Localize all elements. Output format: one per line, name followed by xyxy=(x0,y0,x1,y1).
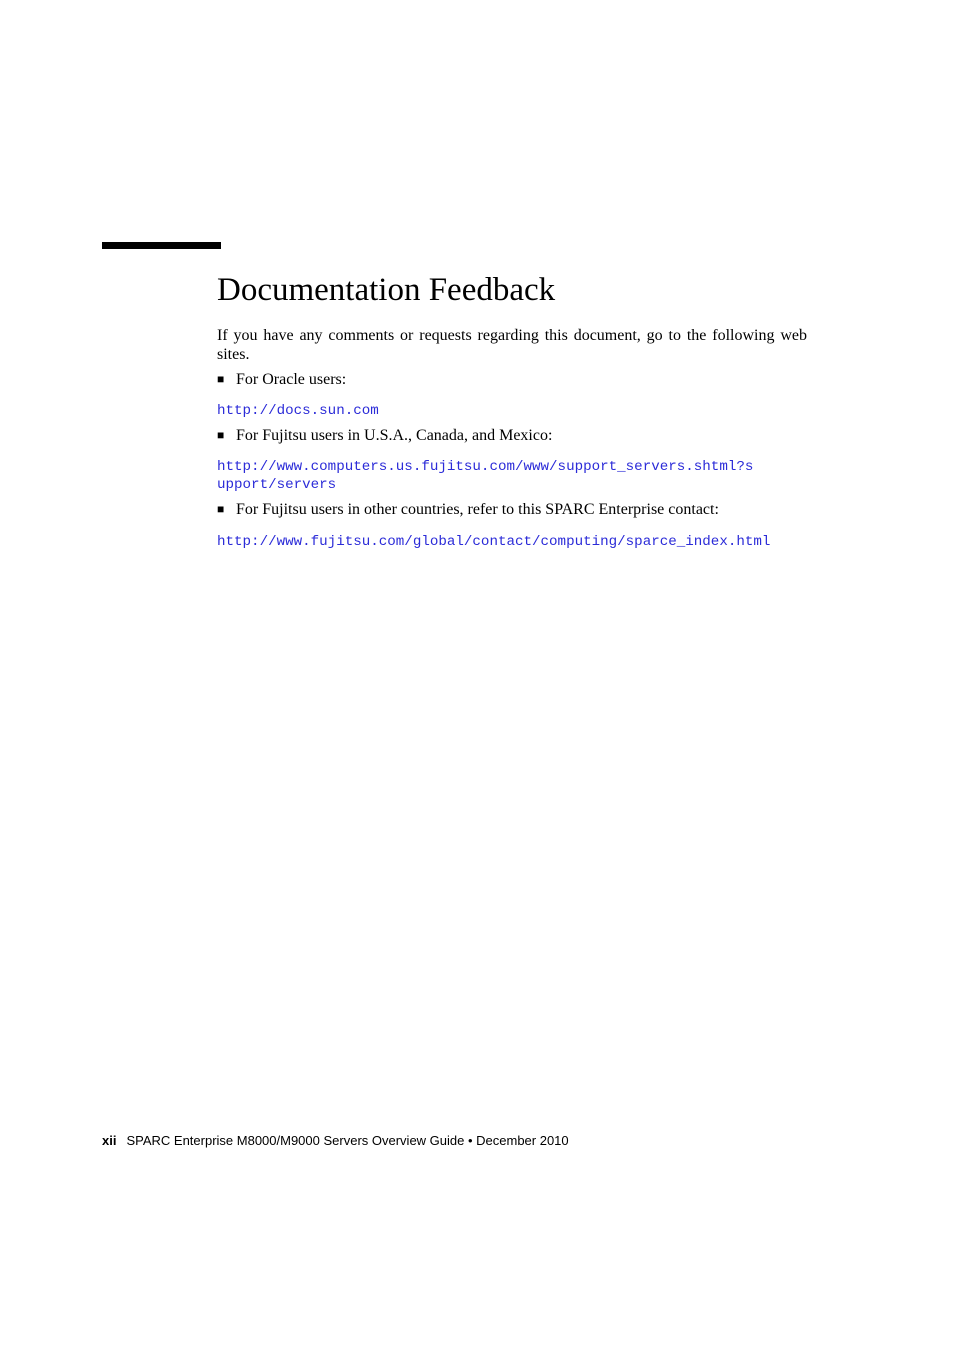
list-item-fujitsu-americas xyxy=(217,426,552,445)
page-number: xii xyxy=(102,1133,117,1148)
fujitsu-americas-link[interactable]: http://www.computers.us.fujitsu.com/www/support_servers.shtml?s upport/servers xyxy=(217,459,754,493)
list-item-fujitsu-other xyxy=(217,500,719,519)
fujitsu-global-link[interactable]: http://www.fujitsu.com/global/contact/computing/sparce_index.html xyxy=(217,534,771,550)
heading-rule xyxy=(102,242,221,249)
page-title: Documentation Feedback xyxy=(217,272,556,308)
bullet-marker: ■ xyxy=(217,502,225,516)
bullet-marker: ■ xyxy=(217,372,225,386)
list-item-text: For Fujitsu users in U.S.A., Canada, and Mexico: xyxy=(236,427,553,444)
list-item-text: For Fujitsu users in other countries, refer to this SPARC Enterprise contact: xyxy=(236,501,719,518)
list-item-text: For Oracle users: xyxy=(236,371,347,388)
intro-paragraph: If you have any comments or requests regarding this document, go to the following web sites. xyxy=(217,327,807,363)
page-footer xyxy=(102,1133,569,1149)
oracle-docs-link[interactable]: http://docs.sun.com xyxy=(217,403,379,419)
list-item-oracle xyxy=(217,370,346,389)
bullet-marker: ■ xyxy=(217,428,225,442)
footer-text: SPARC Enterprise M8000/M9000 Servers Overview Guide • December 2010 xyxy=(126,1133,569,1148)
